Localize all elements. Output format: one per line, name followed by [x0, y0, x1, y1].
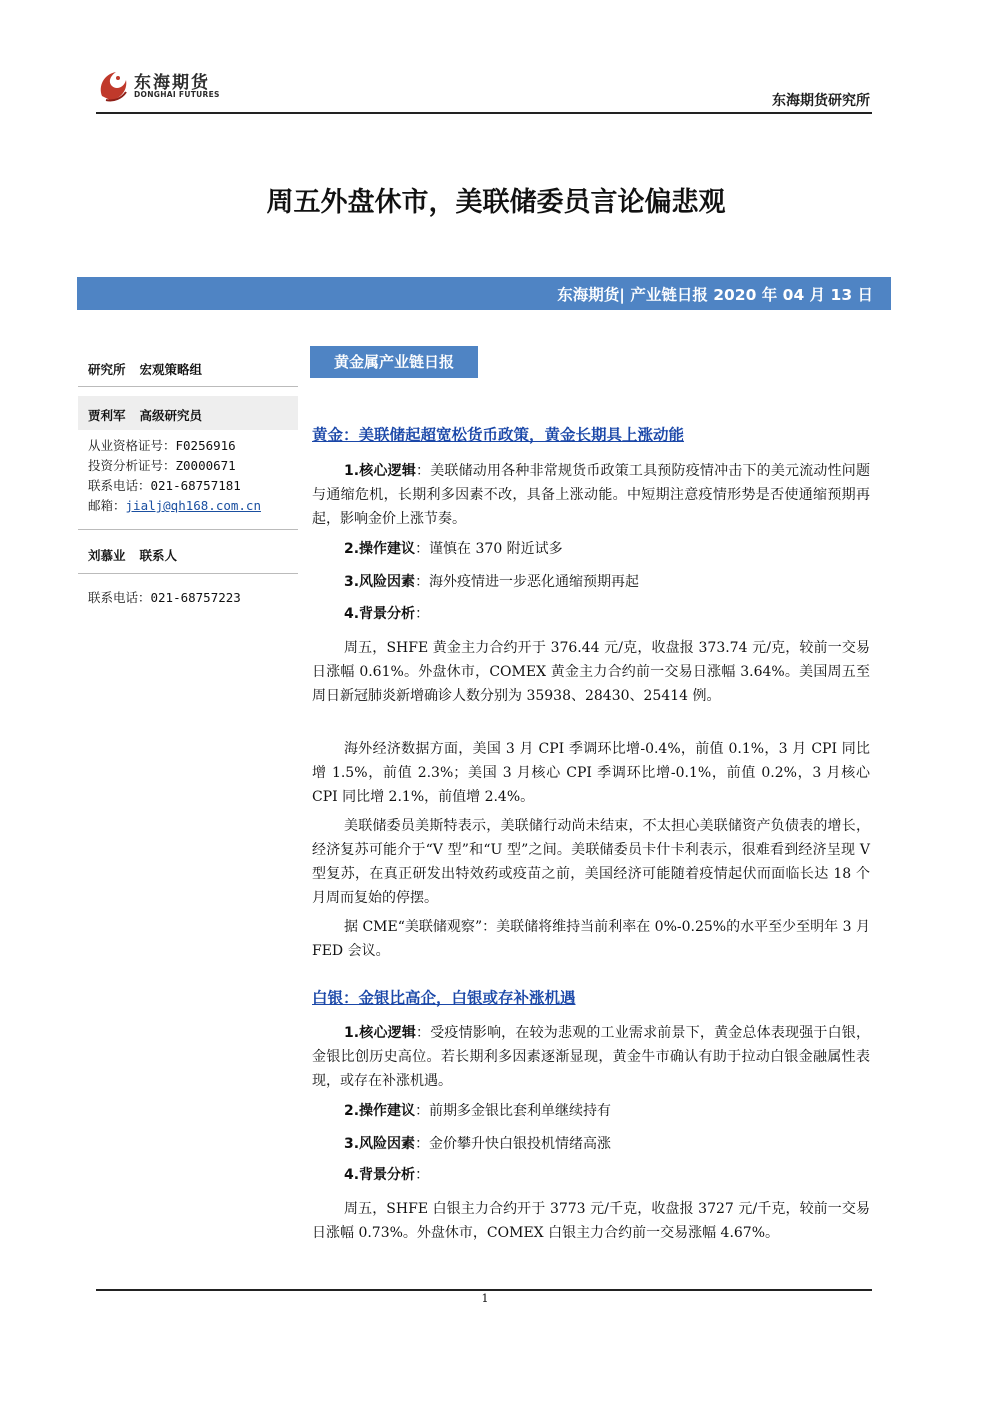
gold-risk-text: ：海外疫情进一步恶化通缩预期再起	[415, 574, 640, 590]
logo-text-cn: 东海期货	[134, 73, 210, 93]
silver-bg-label: 4.背景分析	[344, 1167, 416, 1183]
gold-bg-label: 4.背景分析	[344, 606, 416, 622]
gold-advice-label: 2.操作建议	[344, 541, 416, 557]
section-tag: 黄金属产业链日报	[310, 346, 478, 378]
qualification-number: 从业资格证号：F0256916	[88, 438, 236, 453]
silver-background	[344, 1163, 429, 1187]
gold-risk-label: 3.风险因素	[344, 574, 416, 590]
gold-advice-text: ：谨慎在 370 附近试多	[415, 541, 563, 557]
sidebar-analyst	[88, 406, 298, 424]
analyst-name: 贾利军	[88, 408, 126, 423]
silver-heading[interactable]: 白银：金银比高企，白银或存补涨机遇	[312, 989, 576, 1007]
sidebar-divider	[78, 386, 298, 387]
footer-divider	[96, 1289, 872, 1291]
silver-paragraph: 周五，SHFE 白银主力合约开于 3773 元/千克，收盘报 3727 元/千克，较前一交易日涨幅 0.73%。外盘休市，COMEX 白银主力合约前一交易涨幅 4.67%。	[312, 1201, 870, 1241]
analyst-title: 高级研究员	[139, 408, 203, 423]
gold-bg-colon: ：	[415, 606, 430, 622]
silver-advice-text: ：前期多金银比套利单继续持有	[415, 1103, 612, 1119]
analyst-email-link[interactable]: jialj@qh168.com.cn	[125, 498, 261, 513]
report-title: 周五外盘休市，美联储委员言论偏悲观	[266, 187, 726, 218]
sidebar-divider	[78, 529, 298, 530]
analyst-details	[88, 436, 298, 516]
silver-logic-label: 1.核心逻辑	[344, 1025, 417, 1041]
gold-paragraph: 美联储委员美斯特表示，美联储行动尚未结束，不太担心美联储资产负债表的增长，经济复苏可能介于“V 型”和“U 型”之间。美联储委员卡什卡利表示，很难看到经济呈现 V 型复苏，在真正研发出特效药或疫苗之前，美国经济可能随着疫情起伏而面临长达 18 个月周而复始的停摆。	[312, 818, 870, 906]
gold-paragraph: 据 CME“美联储观察”：美联储将维持当前利率在 0%-0.25%的水平至少至明年 3 月 FED 会议。	[312, 919, 870, 959]
contact-phone: 联系电话：021-68757223	[88, 590, 241, 605]
sidebar-divider	[78, 573, 298, 574]
gold-core-logic	[312, 459, 870, 531]
sidebar-group-dept: 研究所	[88, 362, 126, 377]
header-divider	[96, 112, 872, 114]
gold-logic-label: 1.核心逻辑	[344, 463, 417, 479]
sidebar-contact	[88, 546, 298, 564]
gold-logic-text: ：美联储动用各种非常规货币政策工具预防疫情冲击下的美元流动性问题与通缩危机，长期利多因素不改，具备上涨动能。中短期注意疫情形势是否使通缩预期再起，影响金价上涨节奏。	[312, 463, 871, 527]
silver-risk-label: 3.风险因素	[344, 1136, 416, 1152]
silver-core-logic	[312, 1021, 870, 1093]
logo-emblem-icon	[96, 66, 130, 104]
logo-text-en: DONGHAI FUTURES	[134, 90, 220, 99]
investment-license-number: 投资分析证号：Z0000671	[88, 458, 236, 473]
silver-logic-text: ：受疫情影响，在较为悲观的工业需求前景下，黄金总体表现强于白银，金银比创历史高位。若长期利多因素逐渐显现，黄金牛市确认有助于拉动白银金融属性表现，或存在补涨机遇。	[312, 1025, 871, 1089]
banner-text: 东海期货| 产业链日报 2020 年 04 月 13 日	[557, 286, 873, 304]
silver-bg-colon: ：	[415, 1167, 430, 1183]
page-number: 1	[481, 1292, 489, 1305]
gold-advice	[344, 537, 563, 561]
institute-name: 东海期货研究所	[772, 93, 870, 109]
contact-role: 联系人	[139, 548, 178, 563]
gold-paragraph: 周五，SHFE 黄金主力合约开于 376.44 元/克，收盘报 373.74 元/克，较前一交易日涨幅 0.61%。外盘休市，COMEX 黄金主力合约前一交易日涨幅 3.64%。美国周五至周日新冠肺炎新增确诊人数分别为 35938、28430、25414 例。	[312, 640, 870, 704]
company-logo	[96, 66, 236, 106]
silver-risk	[344, 1132, 611, 1156]
gold-heading[interactable]: 黄金：美联储起超宽松货币政策，黄金长期具上涨动能	[312, 426, 685, 444]
silver-advice	[344, 1099, 611, 1123]
email-label: 邮箱：	[88, 498, 126, 513]
gold-background	[344, 602, 429, 626]
sidebar-group	[88, 360, 298, 378]
silver-risk-text: ：金价攀升快白银投机情绪高涨	[415, 1136, 612, 1152]
gold-risk	[344, 570, 639, 594]
contact-name: 刘慕业	[88, 548, 126, 563]
analyst-phone: 联系电话：021-68757181	[88, 478, 241, 493]
gold-paragraph: 海外经济数据方面，美国 3 月 CPI 季调环比增-0.4%，前值 0.1%，3 月 CPI 同比增 1.5%，前值 2.3%；美国 3 月核心 CPI 季调环比增-0.1%，前值 0.2%，3 月核心 CPI 同比增 2.1%，前值增 2.4%。	[312, 741, 870, 805]
report-banner	[77, 277, 891, 310]
silver-advice-label: 2.操作建议	[344, 1103, 416, 1119]
analyst-email-row	[88, 496, 298, 516]
sidebar-group-name: 宏观策略组	[139, 362, 203, 377]
